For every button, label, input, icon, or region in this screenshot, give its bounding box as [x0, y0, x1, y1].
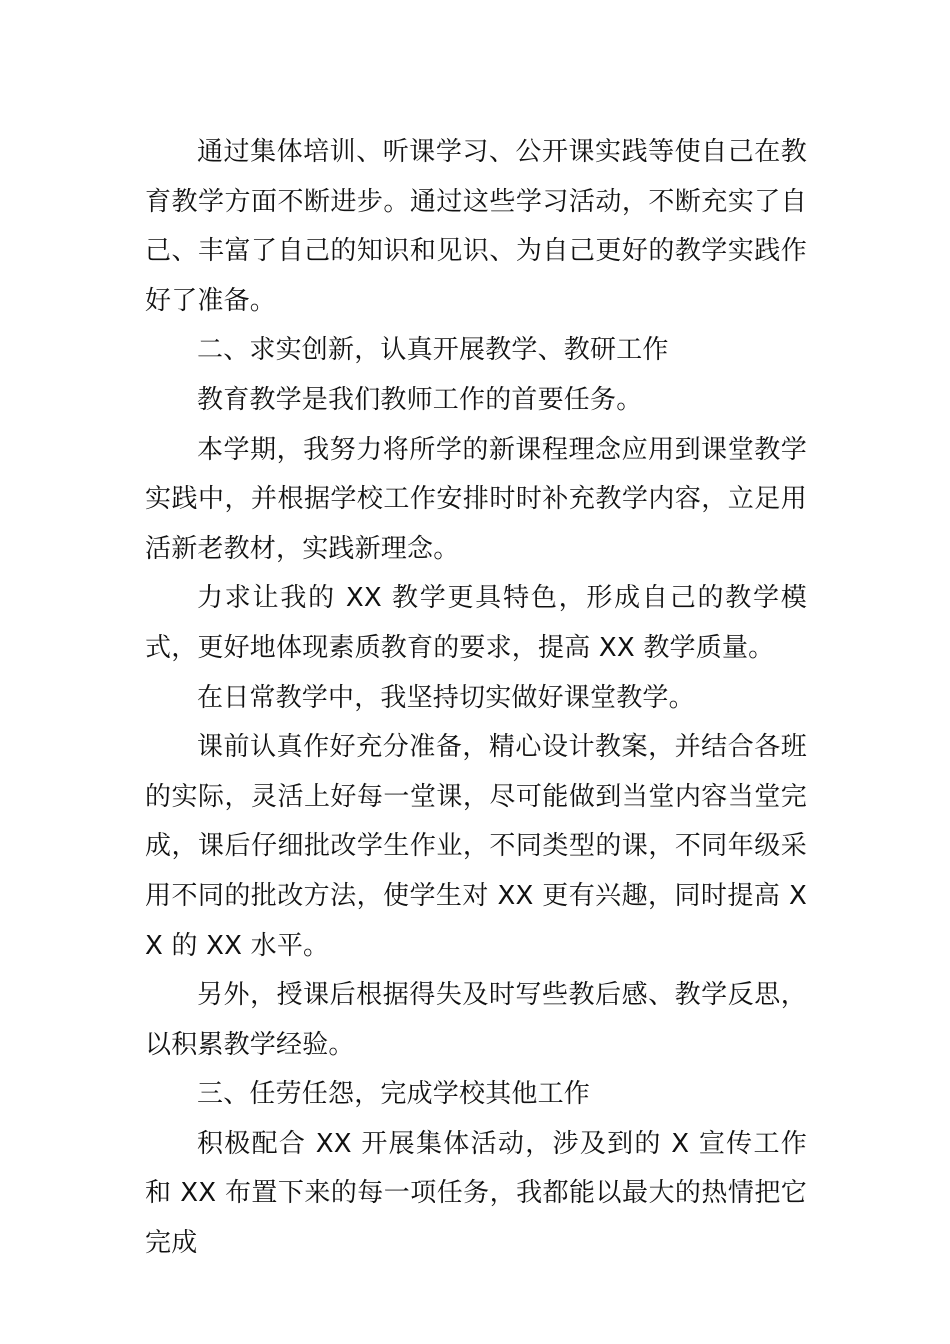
paragraph: 在日常教学中，我坚持切实做好课堂教学。 [197, 682, 695, 713]
document-body [145, 128, 807, 1269]
section-heading: 二、求实创新，认真开展教学、教研工作 [197, 335, 669, 366]
section-heading: 三、任劳任怨，完成学校其他工作 [197, 1079, 591, 1110]
paragraph: 课前认真作好充分准备，精心设计教案，并结合各班的实际，灵活上好每一堂课，尽可能做到当堂内容当堂完成，课后仔细批改学生作业，不同类型的课，不同年级采用不同的批改方法，使学生对 XX 更有兴趣，同时提高 XX 的 XX 水平。 [145, 732, 807, 961]
paragraph: 积极配合 XX 开展集体活动，涉及到的 X 宣传工作和 XX 布置下来的每一项任务，我都能以最大的热情把它完成 [145, 1128, 807, 1259]
paragraph: 力求让我的 XX 教学更具特色，形成自己的教学模式，更好地体现素质教育的要求，提高 XX 教学质量。 [145, 583, 807, 663]
paragraph: 本学期，我努力将所学的新课程理念应用到课堂教学实践中，并根据学校工作安排时时补充教学内容，立足用活新老教材，实践新理念。 [145, 434, 807, 564]
paragraph: 另外，授课后根据得失及时写些教后感、教学反思，以积累教学经验。 [145, 980, 807, 1060]
paragraph: 通过集体培训、听课学习、公开课实践等使自己在教育教学方面不断进步。通过这些学习活动，不断充实了自己、丰富了自己的知识和见识、为自己更好的教学实践作好了准备。 [145, 137, 807, 316]
paragraph: 教育教学是我们教师工作的首要任务。 [197, 384, 643, 415]
